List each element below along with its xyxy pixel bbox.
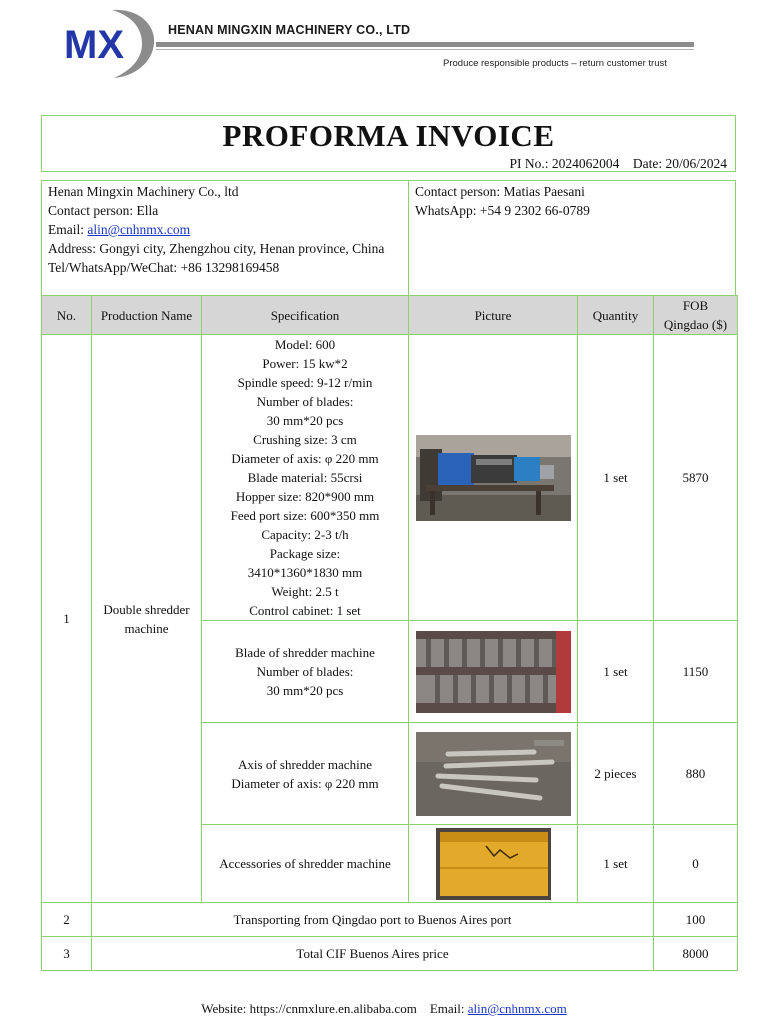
spec-cell-blades xyxy=(202,621,409,723)
price-cell: 5870 xyxy=(654,335,738,621)
letterhead xyxy=(0,0,768,90)
price-cell: 880 xyxy=(654,723,738,825)
spec-line: Capacity: 2-3 t/h xyxy=(261,527,349,542)
spec-cell-accessories xyxy=(202,825,409,903)
price-cell: 1150 xyxy=(654,621,738,723)
quantity-cell: 1 set xyxy=(578,335,654,621)
spec-line: Hopper size: 820*900 mm xyxy=(235,489,375,504)
table-row xyxy=(42,335,738,621)
header-fob-line1: FOB xyxy=(682,298,709,313)
footer xyxy=(0,1001,768,1017)
svg-text:MX: MX xyxy=(64,23,124,67)
spec-line: Number of blades: xyxy=(256,394,354,409)
buyer-info xyxy=(408,180,736,296)
header-quantity: Quantity xyxy=(578,296,654,335)
spec-line: Model: 600 xyxy=(274,337,336,352)
total-price: 8000 xyxy=(654,937,738,971)
spec-line: Spindle speed: 9-12 r/min xyxy=(237,375,373,390)
footer-email-link[interactable]: alin@cnhnmx.com xyxy=(467,1001,567,1016)
table-row-transport xyxy=(42,903,738,937)
spec-line: Crushing size: 3 cm xyxy=(253,432,357,447)
picture-cell xyxy=(409,621,578,723)
picture-cell xyxy=(409,335,578,621)
seller-email-label: Email: xyxy=(48,222,88,237)
header-production-name: Production Name xyxy=(92,296,202,335)
spec-line: Accessories of shredder machine xyxy=(219,856,391,871)
header-specification: Specification xyxy=(202,296,409,335)
pi-number-label: PI No.: xyxy=(509,156,552,171)
table-row-total xyxy=(42,937,738,971)
spec-line: Blade of shredder machine xyxy=(235,645,375,660)
header-no: No. xyxy=(42,296,92,335)
product-name: Double shredder machine xyxy=(92,335,202,903)
spec-line: 30 mm*20 pcs xyxy=(266,413,344,428)
header-fob-line2: Qingdao ($) xyxy=(663,317,728,332)
spec-line: Package size: xyxy=(269,546,341,561)
blades-photo xyxy=(416,631,571,713)
price-cell: 100 xyxy=(654,903,738,937)
pi-number: 2024062004 xyxy=(551,156,620,171)
spec-cell-axis xyxy=(202,723,409,825)
spec-line: Diameter of axis: φ 220 mm xyxy=(231,451,379,466)
spec-line: Blade material: 55crsi xyxy=(247,470,363,485)
seller-info xyxy=(41,180,409,296)
spec-cell-machine xyxy=(202,335,409,621)
spec-line: 30 mm*20 pcs xyxy=(266,683,344,698)
document-title: PROFORMA INVOICE xyxy=(222,118,555,153)
spec-line: Axis of shredder machine xyxy=(238,756,372,772)
picture-cell xyxy=(409,723,578,825)
picture-cell xyxy=(409,825,578,903)
table-header-row xyxy=(42,296,738,335)
spec-line: Feed port size: 600*350 mm xyxy=(230,508,380,523)
seller-email-link[interactable]: alin@cnhnmx.com xyxy=(87,222,191,237)
axis-photo xyxy=(416,732,571,816)
slogan: Produce responsible products – return customer trust xyxy=(443,58,667,69)
buyer-contact: Contact person: Matias Paesani xyxy=(415,184,585,199)
company-name: HENAN MINGXIN MACHINERY CO., LTD xyxy=(168,23,411,37)
seller-address: Address: Gongyi city, Zhengzhou city, Henan province, China xyxy=(48,241,385,256)
seller-contact: Contact person: Ella xyxy=(48,203,159,218)
buyer-whatsapp: WhatsApp: +54 9 2302 66-0789 xyxy=(415,203,590,218)
pi-info xyxy=(509,156,727,172)
spec-line: Weight: 2.5 t xyxy=(271,584,339,599)
header-fob xyxy=(654,296,738,335)
date-value: 20/06/2024 xyxy=(665,156,727,171)
title-block xyxy=(41,115,736,172)
footer-website[interactable]: https://cnmxlure.en.alibaba.com xyxy=(249,1001,417,1016)
quantity-cell: 2 pieces xyxy=(578,723,654,825)
header-rule-thin xyxy=(156,49,694,50)
accessories-photo xyxy=(436,828,551,900)
seller-email-line xyxy=(48,220,402,239)
seller-phone: Tel/WhatsApp/WeChat: +86 13298169458 xyxy=(48,260,280,275)
seller-company: Henan Mingxin Machinery Co., ltd xyxy=(48,184,239,199)
spec-line: Control cabinet: 1 set xyxy=(249,603,361,618)
transport-description: Transporting from Qingdao port to Buenos Aires port xyxy=(92,903,654,937)
header-picture: Picture xyxy=(409,296,578,335)
price-cell: 0 xyxy=(654,825,738,903)
spec-line: Power: 15 kw*2 xyxy=(262,356,348,371)
quantity-cell: 1 set xyxy=(578,825,654,903)
footer-website-label: Website: xyxy=(201,1001,250,1016)
total-description: Total CIF Buenos Aires price xyxy=(92,937,654,971)
date-label: Date: xyxy=(632,156,666,171)
company-logo xyxy=(62,6,158,80)
spec-line: 3410*1360*1830 mm xyxy=(247,565,363,580)
footer-email-label: Email: xyxy=(429,1001,468,1016)
spec-line: Diameter of axis: φ 220 mm xyxy=(231,775,379,791)
header-rule xyxy=(156,42,694,47)
shredder-machine-photo xyxy=(416,435,571,521)
row-number: 3 xyxy=(42,937,92,971)
items-table xyxy=(41,295,738,971)
row-number: 1 xyxy=(42,335,92,903)
row-number: 2 xyxy=(42,903,92,937)
quantity-cell: 1 set xyxy=(578,621,654,723)
spec-line: Number of blades: xyxy=(256,664,354,679)
